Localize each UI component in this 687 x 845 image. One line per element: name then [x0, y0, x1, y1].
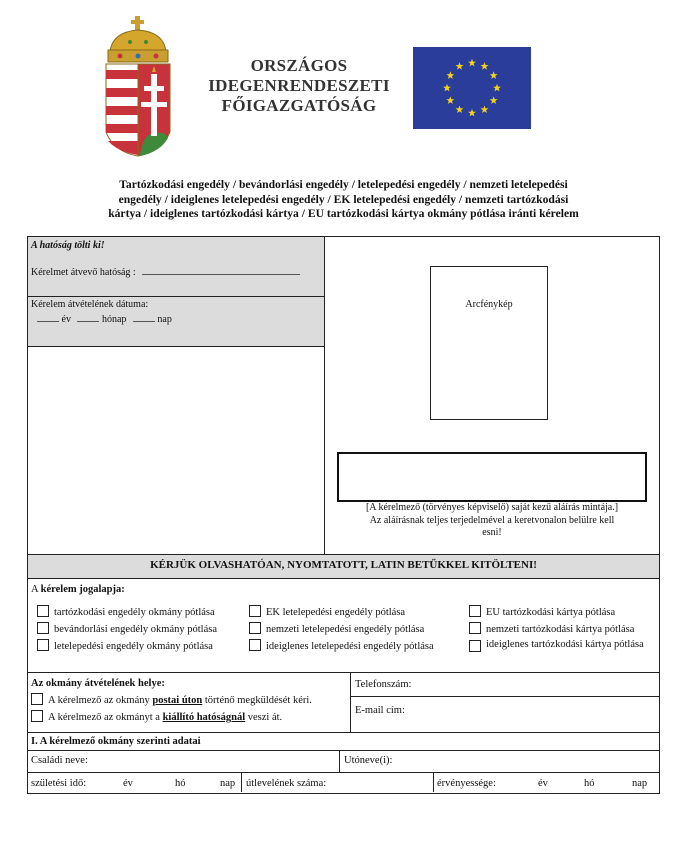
- checkbox-icon[interactable]: [249, 622, 261, 634]
- checkbox-ek-settlement[interactable]: [249, 605, 405, 619]
- given-names-field[interactable]: [344, 754, 392, 767]
- checkbox-authority-pickup[interactable]: [31, 710, 282, 724]
- instruction-banner: KÉRJÜK OLVASHATÓAN, NYOMTATOTT, LATIN BETŰKKEL KITÖLTENI!: [150, 559, 537, 571]
- form-title: [20, 178, 667, 222]
- agency-name: [196, 56, 402, 116]
- validity-day-label: nap: [632, 778, 648, 789]
- checkbox-immigration-permit[interactable]: [37, 622, 217, 636]
- authority-heading: A hatóság tölti ki!: [31, 240, 105, 251]
- year-label: év: [61, 314, 71, 325]
- pickup-text-a: A kérelmező az okmányt a: [48, 712, 163, 723]
- receipt-date-field[interactable]: [37, 312, 172, 326]
- pickup-heading: Az okmány átvételének helye:: [31, 678, 165, 689]
- family-name-field[interactable]: [31, 754, 88, 767]
- option-label: tartózkodási engedély okmány pótlása: [54, 607, 215, 618]
- given-names-label: Utóneve(i):: [344, 755, 393, 766]
- passport-number-field[interactable]: [246, 777, 326, 790]
- application-form: [27, 236, 660, 794]
- receiving-authority-field[interactable]: [31, 265, 300, 279]
- legal-basis-label: kérelem jogalapja:: [40, 584, 125, 595]
- checkbox-icon[interactable]: [469, 605, 481, 617]
- hungarian-coat-of-arms-icon: [100, 14, 176, 162]
- option-label: letelepedési engedély okmány pótlása: [54, 641, 213, 652]
- option-label: nemzeti tartózkodási kártya pótlása: [486, 624, 635, 635]
- checkbox-icon[interactable]: [249, 639, 261, 651]
- validity-label: érvényessége:: [437, 778, 496, 789]
- photo-label: Arcfénykép: [465, 299, 513, 310]
- birth-month-label: hó: [175, 778, 186, 789]
- checkbox-national-residence-card[interactable]: [469, 622, 634, 636]
- family-name-label: Családi neve:: [31, 755, 88, 766]
- option-label: EK letelepedési engedély pótlása: [266, 607, 406, 618]
- option-label: bevándorlási engedély okmány pótlása: [54, 624, 217, 635]
- receipt-date-label: Kérelem átvételének dátuma:: [31, 299, 149, 310]
- receiving-authority-blank[interactable]: [142, 265, 300, 275]
- checkbox-icon[interactable]: [37, 605, 49, 617]
- checkbox-residence-permit[interactable]: [37, 605, 215, 619]
- checkbox-icon[interactable]: [469, 622, 481, 634]
- birth-day-label: nap: [220, 778, 236, 789]
- pickup-text-c: veszi át.: [245, 712, 283, 723]
- day-label: nap: [157, 314, 172, 325]
- birth-year-label: év: [123, 778, 133, 789]
- checkbox-settlement-permit[interactable]: [37, 639, 213, 653]
- agency-line-2: IDEGENRENDESZETI: [208, 76, 390, 95]
- postal-text-a: A kérelmező az okmány: [48, 695, 153, 706]
- agency-line-3: FŐIGAZGATÓSÁG: [221, 96, 377, 115]
- option-label: EU tartózkodási kártya pótlása: [486, 607, 616, 618]
- legal-basis-prefix: A: [31, 584, 41, 595]
- option-label: ideiglenes letelepedési engedély pótlása: [266, 641, 434, 652]
- email-field[interactable]: [355, 704, 405, 717]
- postal-text-c: történő megküldését kéri.: [202, 695, 312, 706]
- section-1-heading: I. A kérelmező okmány szerinti adatai: [31, 736, 201, 747]
- checkbox-icon[interactable]: [31, 710, 43, 722]
- phone-label: Telefonszám:: [355, 679, 412, 690]
- passport-number-label: útlevelének száma:: [246, 778, 327, 789]
- checkbox-temporary-residence-card[interactable]: [469, 639, 655, 652]
- signature-box[interactable]: [337, 452, 647, 502]
- month-label: hónap: [101, 314, 127, 325]
- checkbox-eu-residence-card[interactable]: [469, 605, 615, 619]
- receiving-authority-label: Kérelmet átvevő hatóság :: [31, 267, 136, 278]
- checkbox-icon[interactable]: [37, 622, 49, 634]
- birth-date-label: születési idő:: [31, 778, 87, 789]
- year-blank[interactable]: [37, 312, 59, 322]
- phone-field[interactable]: [355, 678, 411, 691]
- agency-line-1: ORSZÁGOS: [250, 56, 348, 75]
- checkbox-postal-delivery[interactable]: [31, 693, 312, 707]
- pickup-text-b: kiállító hatóságnál: [162, 712, 246, 723]
- title-line-3: kártya / ideiglenes tartózkodási kártya / EU tartózkodási kártya okmány pótlása iránti kérelem: [108, 207, 579, 220]
- photo-box[interactable]: [430, 266, 548, 420]
- signature-note: [327, 502, 657, 540]
- checkbox-temporary-settlement[interactable]: [249, 639, 434, 653]
- checkbox-icon[interactable]: [37, 639, 49, 651]
- signature-note-line-3: esni!: [482, 527, 502, 538]
- validity-month-label: hó: [584, 778, 595, 789]
- signature-note-line-1: [A kérelmező (törvényes képviselő) saját kezű aláírás mintája.]: [365, 502, 619, 513]
- legal-basis-heading: [31, 583, 125, 596]
- email-label: E-mail cím:: [355, 705, 405, 716]
- validity-year-label: év: [538, 778, 548, 789]
- postal-text-b: postai úton: [152, 695, 203, 706]
- checkbox-national-settlement[interactable]: [249, 622, 424, 636]
- checkbox-icon[interactable]: [31, 693, 43, 705]
- option-label: ideiglenes tartózkodási kártya pótlása: [486, 639, 644, 650]
- month-blank[interactable]: [77, 312, 99, 322]
- checkbox-icon[interactable]: [469, 640, 481, 652]
- eu-flag-icon: [413, 47, 531, 129]
- title-line-1: Tartózkodási engedély / bevándorlási engedély / letelepedési engedély / nemzeti letelepedési: [119, 178, 568, 191]
- title-line-2: engedély / ideiglenes letelepedési engedély / EK letelepedési engedély / nemzeti tartózkodási: [118, 192, 569, 206]
- option-label: nemzeti letelepedési engedély pótlása: [266, 624, 425, 635]
- signature-note-line-2: Az aláírásnak teljes terjedelmével a keretvonalon belülre kell: [369, 514, 615, 526]
- checkbox-icon[interactable]: [249, 605, 261, 617]
- day-blank[interactable]: [133, 312, 155, 322]
